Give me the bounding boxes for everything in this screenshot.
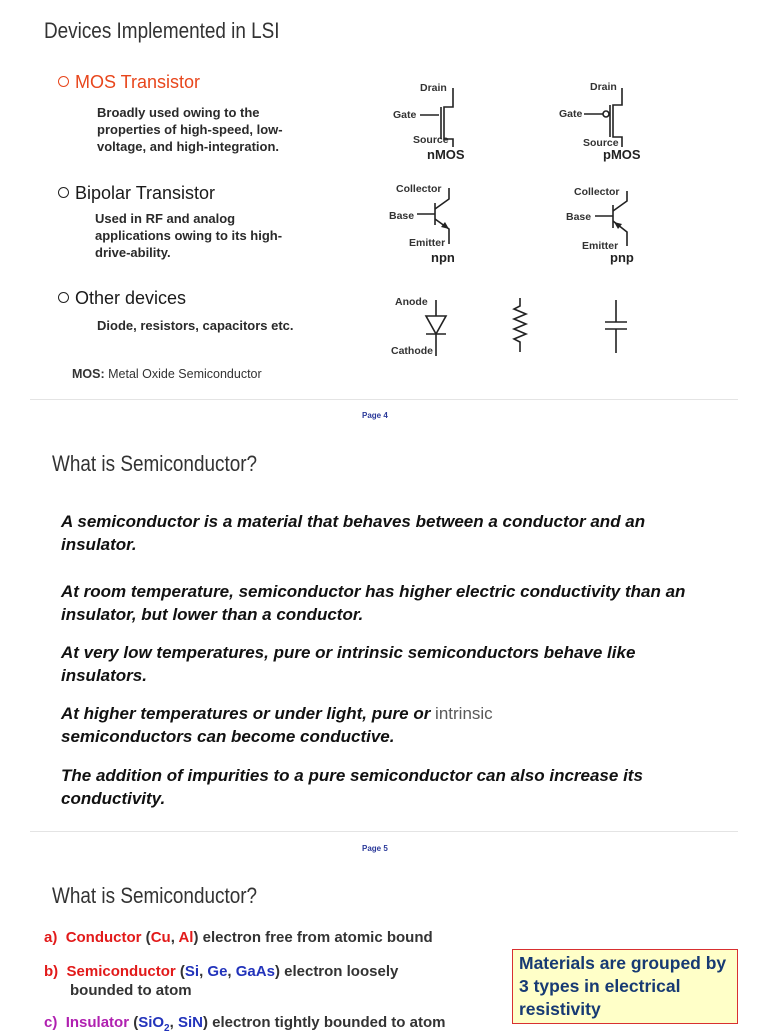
bullet-ring-icon (58, 187, 69, 198)
resistivity-callout-box: Materials are grouped by 3 types in electrical resistivity (512, 949, 738, 1024)
resistor-symbol-icon (508, 296, 532, 356)
page-number: Page 5 (362, 844, 388, 853)
bullet-ring-icon (58, 292, 69, 303)
npn-collector-label: Collector (396, 183, 442, 195)
pmos-source-label: Source (583, 137, 619, 149)
list-item-semiconductor: b) Semiconductor (Si, Ge, GaAs) electron loosely (44, 963, 399, 980)
slide-separator (30, 831, 738, 832)
pnp-emitter-label: Emitter (582, 240, 619, 252)
pmos-symbol-icon (580, 85, 630, 155)
mos-footnote: MOS: Metal Oxide Semiconductor (72, 367, 262, 381)
paragraph-5: The addition of impurities to a pure semiconductor can also increase its conductivity. (61, 766, 643, 808)
bipolar-heading: Bipolar Transistor (58, 183, 215, 204)
pmos-drain-label: Drain (590, 81, 617, 93)
slide-separator (30, 399, 738, 400)
list-item-semiconductor-cont: bounded to atom (70, 982, 192, 999)
diode-symbol-icon (420, 300, 450, 360)
mos-description: Broadly used owing to the properties of high-speed, low- voltage, and high-integration. (97, 105, 283, 154)
npn-name: npn (431, 250, 455, 265)
capacitor-symbol-icon (600, 298, 630, 358)
other-description: Diode, resistors, capacitors etc. (97, 318, 294, 333)
slide3-title: What is Semiconductor? (52, 883, 258, 908)
diode-anode-label: Anode (395, 296, 428, 308)
page-number: Page 4 (362, 411, 388, 420)
pnp-collector-label: Collector (574, 186, 620, 198)
bipolar-description: Used in RF and analog applications owing to its high- drive-ability. (95, 211, 283, 260)
other-heading: Other devices (58, 288, 186, 309)
pmos-gate-label: Gate (559, 108, 583, 120)
nmos-source-label: Source (413, 134, 449, 146)
paragraph-3: At very low temperatures, pure or intrinsic semiconductors behave like insulators. (61, 643, 636, 685)
paragraph-4: At higher temperatures or under light, pure or intrinsic semiconductors can become conductive. (61, 704, 493, 746)
npn-base-label: Base (389, 210, 415, 222)
nmos-drain-label: Drain (420, 82, 447, 94)
pnp-symbol-icon (593, 188, 643, 258)
paragraph-1: A semiconductor is a material that behaves between a conductor and an insulator. (61, 512, 646, 554)
nmos-name: nMOS (427, 147, 465, 162)
pnp-name: pnp (610, 250, 634, 265)
paragraph-2: At room temperature, semiconductor has higher electric conductivity than an insulator, but lower than a conductor. (61, 582, 686, 624)
diode-cathode-label: Cathode (391, 345, 433, 357)
mos-heading: MOS Transistor (58, 72, 200, 93)
pnp-base-label: Base (566, 211, 592, 223)
bullet-ring-icon (58, 76, 69, 87)
list-item-conductor: a) Conductor (Cu, Al) electron free from atomic bound (44, 929, 433, 946)
nmos-symbol-icon (415, 85, 465, 155)
npn-emitter-label: Emitter (409, 237, 446, 249)
slide1-title: Devices Implemented in LSI (44, 18, 280, 43)
npn-symbol-icon (415, 185, 465, 255)
list-item-insulator: c) Insulator (SiO$_2$, SiN) electron tightly bounded to atom (44, 1014, 446, 1034)
nmos-gate-label: Gate (393, 109, 417, 121)
pmos-name: pMOS (603, 147, 641, 162)
slide2-title: What is Semiconductor? (52, 451, 258, 476)
